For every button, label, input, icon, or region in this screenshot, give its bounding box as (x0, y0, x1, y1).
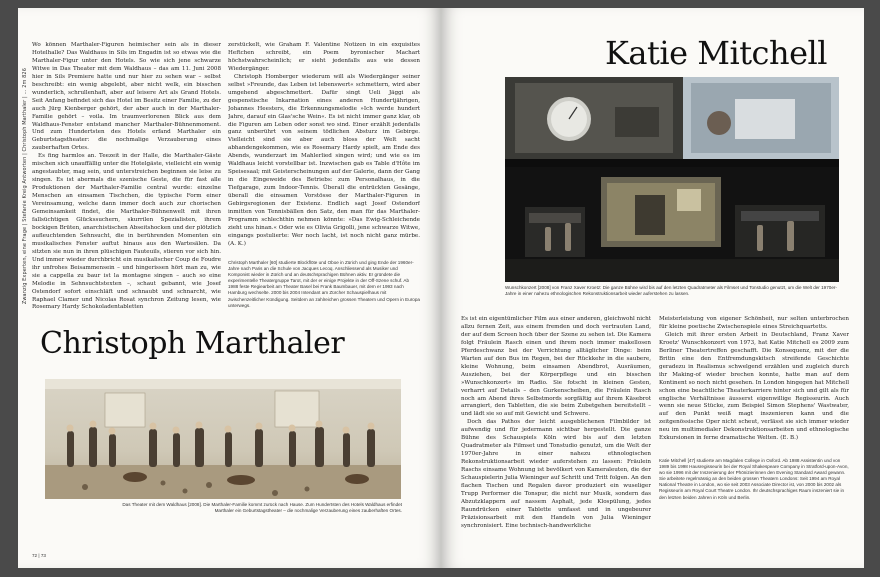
bio-text: Christoph Marthaler [60] studierte Blockflöte und Oboe in Zürich und ging Ende der 1960er-Jahre nach Paris an die Schule von Jacques Lecoq. Anschliessend als Musiker und Komponist wieder in Zürich und an deutschsprachigen Bühnen aktiv. Er gründete die experimentelle Theatergruppe Tarot, mit der er einige Projekte in der Off-Szene schuf. Ab 1988 feste Regiearbeit am Theater Basel bei Frank Baumbauer, mit dem er 1993 nach Hamburg wechselte. 2000 bis 2004 Intendant am Zürcher Schauspielhaus mit zwischenzeitlicher Kündigung. Seitdem an zahlreichen grossen Theatern und Opern in Europa unterwegs. (228, 260, 420, 308)
page-title: Christoph Marthaler (40, 326, 345, 361)
paragraph: Es fing harmlos an. Teezeit in der Halle, die Marthaler-Gäste mischen sich unauffällig unter die Hotelgäste, vielleicht ein wenig angestaubter, mag sein, und unterstreichen beginnen sie leise zu singen. Es ist abermals die szenische Geste, die für fast alle Produktionen der Marthaler-Familie central wurde: einzelne Menschen an einsamen Tischchen, die typische Form einer Vereinsamung, welche dann immer doch auch zur chorischen Gemeinsamkeit findet, die Marthaler-Bühnenwelt mit ihren fallsüchtigen Glückssuchern, skurrilen Spezialisten, ihrem bockigen Brüten, anarchistischen Abseitshocken und der plötzlich aufleuchtenden Sehnsucht, die in berührenden Momenten ein musikalisches Fenster auftut hinaus aus den Wartesälen. Da sitzten sie nun in ihren plüschigen Fauteuils, stieren vor sich hin. Und immer wieder durchbricht ein musikalischer Coup de Foudre ihr unfrohes Beisammensein – und hingerissen hört man zu, wie sie a cappella zu baur ist la montagne singen – auch so eine Melodie in Sehnsuchtstexten –, schaut gebannt, wie Josef Ostendorf sofort einschläft und schnaubt und schnarcht, wie Raphael Clamer und Nicolas Rosat synchron Zeitung lesen, wie Rosemary Hardy Schokoladentabletten (32, 153, 221, 311)
stage-set-illustration (505, 77, 839, 282)
page-title: Katie Mitchell (605, 34, 827, 72)
paragraph: Meisterleistung von eigener Schönheit, nur selten unterbrochen für kleine poetische Zwischenspiele eines Streichquartetts. (659, 316, 849, 330)
paragraph: Wo können Marthaler-Figuren heimischer sein als in dieser Hotelhalle? Das Waldhaus in Sils im Engadin ist so etwas wie die Marthaler-Figur unter den Hotels. So wie sich jene schwarze Witwe in Das Theater mit dem Waldhaus – das am 11. Juni 2008 hier in Sils Premiere hatte und nur hier zu sehen war – selbst beschreibt: ein wenig abgelebt, aber nicht welk, ein bisschen wunderlich, schrullenhaft, aber auf leisere Art als Grand Hotels. Seit Anfang befindet sich das Hotel im Besitz einer Familie, zu der auch Jürg Kienberger gehört, der aber auch in der Marthaler-Familie gehört – voila. Im traumverlorenen Blick aus dem Waldhaus-Fenster entstand mancher Marthaler-Bühnenmoment. Und zum Hundertsten des Hotels erfand Marthaler ein Geburtstagstheater: die nochmalige Verzauberung eines zauberhaften Ortes. (32, 42, 221, 152)
hotel-stage-illustration (45, 379, 401, 499)
article-column-1 (461, 316, 651, 548)
paragraph: Christoph Homberger wiederum will als Wiedergänger seiner selbst »Freunde, das Leben ist lebenswert« schmettern, wird aber umgehend abgeschmettert. Dafür singt Ueli Jäggi als gespenstische Inkarnation eines anderen Hundertjährigen, Johannes Heesters, die Erkennungsmelodie »Ich werde hundert Jahre, darauf ein Glas'sche Wein«. Es ist nicht immer ganz klar, ob die Figuren am Leben oder sonst wo sind. Einer erzählt jedenfalls ganz unberührt von seinem tödlichen Absturz im Gebirge. Vielleicht sind sie aber auch bloss der Welt sacht abhandengekommen, wie es Rosemary Hardy spielt, am Ende des Abends, wunderzart im Mahlerlied singen wird; und wie es im Waldhaus leicht vorstellbar ist. Inzwischen gab es Table d'Hôte im Speisesaal; mit Geisterscheinungen auf der Galerie, dann der Gang in die Eingeweide des Betriebs: zum Personalhaus, in die Tiefgarage, zum Indoor-Tennis. Überall die entrückten Gesänge, überall die einsamen Vorstösse der Marthaler-Figuren in Gebirgsregionen der Existenz. Endlich sagt Josef Ostendorf inmitten von Tennisbällen den Satz, den man für das Marthaler-Programm schlechthin nehmen könnte: »Das Ewig-Schleichende zieht uns hinan.« Oder wie es Olivia Grigolli, jene schwarze Witwe, eingangs postulierte: Wer noch lacht, ist noch nicht ganz mürbe. (A. K.) (228, 73, 420, 247)
page-numbers: 72 | 73 (32, 553, 46, 558)
paragraph: Gleich mit ihrer ersten Arbeit in Deutschland, Franz Xaver Kroetz' Wunschkonzert von 1973, hat Katie Mitchell es 2009 zum Berliner Theatertreffen geschafft. Die Konsequenz, mit der die Britin eine den Entfremdungskitsch streifende Geschichte geradezu in Realismus schwelgend erzählen und zugleich durch ihr Making-of wieder brechen konnte, hatte man auf dem Kontinent so noch nicht gesehen. In London hingegen hat Mitchell schon eine beachtliche Theaterkarriere hinter sich und gilt als für englische Verhältnisse äusserst eigenwillige Regisseurin. Auch wenn sie neue Stücke, zum Beispiel Simon Stephens' Wastwater, auf den Punkt weiß magt inszenieren kann und die zeitgenössische Oper nicht scheut, verlässt sie sich immer wieder neu im multimedialer Dekonstruktionsarbeiten und ethnologische Exkursionen in ferne dramatische Welten. (E. B.) (659, 331, 849, 442)
magazine-spread (18, 8, 864, 568)
running-head: Zwanzig Experten, eine Frage | Stefanie Kreig Antworten | Christoph Marthaler | … 2m 826 (22, 68, 28, 305)
production-photo (505, 77, 839, 282)
photo-caption: Das Theater mit dem Waldhaus [2008]. Die Marthaler-Familie kommt zurück nach Hause. Zum Hundertsten des Hotels Waldhaus erfindet Marthaler ein Geburtstagstheater – die nochmalige Verzauberung eines zauberhaften Ortes. (122, 502, 402, 514)
paragraph: zerstückelt, wie Graham F. Valentine Notizen in ein exquisites Heftchen schreibt, ein Poem byronischer Machart höchstwahrscheinlich; er sieht jedenfalls aus wie dessen Wiedergänger. (228, 42, 420, 72)
photo-caption: Wunschkonzert [2008] von Franz Xaver Kroetz: Die ganze Bühne wird bis auf den letzten Quadratmeter als Filmset und Tonstudio genutzt, um die Welt der 1970er-Jahre in einer nahezu ethnologischen Rekonstruktionsarbeit wieder auferstehen zu lassen. (505, 285, 837, 297)
left-page (18, 8, 441, 568)
article-column-2 (228, 42, 420, 250)
article-column-1 (32, 42, 221, 320)
article-column-2 (659, 316, 849, 452)
paragraph: Es ist ein eigentümlicher Film aus einer anderen, gleichwohl nicht allzu fernen Zeit, aus einem fremden und doch vertrauten Land, der auf dem Screen hoch über der Szene zu sehen ist. Die Kamera folgt Fräulein Rasch einen und ihrem noch immer makellosen Pferdeschwanz bei der Verrichtung alltäglicher Dinge: beim Warten auf den Bus im Regen, bei der Rückkehr in die saubere, kleine Wohnung, beim einsamen Abendbrot, Ausräumen, Ausziehen, bei der Körperpflege und ein bisschen »Wunschkonzert« im Radio. Sie fotscht in kleinen Gesten, verharrt auf Details – den Gurkenscheiben, die Fräulein Rasch noch am Abend ihres Selbstmords sorgfältig auf ihrem Käsebrot arrangiert, den Tabletten, die sie beim Zubetgehen bereitstellt – und lädt sie so auf mit Gewicht und Schwere. (461, 316, 651, 418)
right-page (441, 8, 864, 568)
bio-text: Katie Mitchell [47] studierte am Magdalen College in Oxford. Ab 1988 Assistentin und von 1989 bis 1998 Hausregisseurin bei der Royal Shakespeare Company in Stratford-upon-Avon, wo sie 1996 mit der Inszenierung der Phönizierinnen den Evening Standard Award gewann. Sie arbeitete regelmässig an den beiden grossen Theatern Londons: Seit 1994 am Royal National Theatre in London, wo sie seit 2003 Associate Director ist, von 2000 bis 2002 als Regisseurin am Royal Court Theatre London. Ihr deutschsprachiges Raum inszeniert sie in den letzten beiden Jahren in Köln und Berlin. (659, 458, 849, 500)
paragraph: Doch das Pathos der leicht ausgeblichenen Filmbilder ist aufwendig und für jedermann sichtbar hergestellt. Die ganze Bühne des Schauspiels Köln wird bis auf den letzten Quadratmeter als Filmset und Tonstudio genutzt, um die Welt der 1970er-Jahre in einer nahezu ethnologischen Rekonstruktionsarbeit wieder auferstehen zu lassen: Fräulein Raschs einsame Wohnung ist bevölkert von Kameraleuten, die der Schauspielerin Julia Wieninger auf Schritt und Tritt folgen. An den flachen Tischen und Regalen davor produziert ein wuseliger Trupp Performer die Tonspur, die nicht nur Musik, sondern das Abzutzklappern auf nassem Asphalt, jede Klospülung, jedes Raundrücken einer Tablette umfasst und in ungebeurer Präzisionsarbeit mit den Handeln von Julia Wieninger synchronisiert. Eine technisch-handwerkliche (461, 419, 651, 529)
production-photo (45, 379, 401, 499)
